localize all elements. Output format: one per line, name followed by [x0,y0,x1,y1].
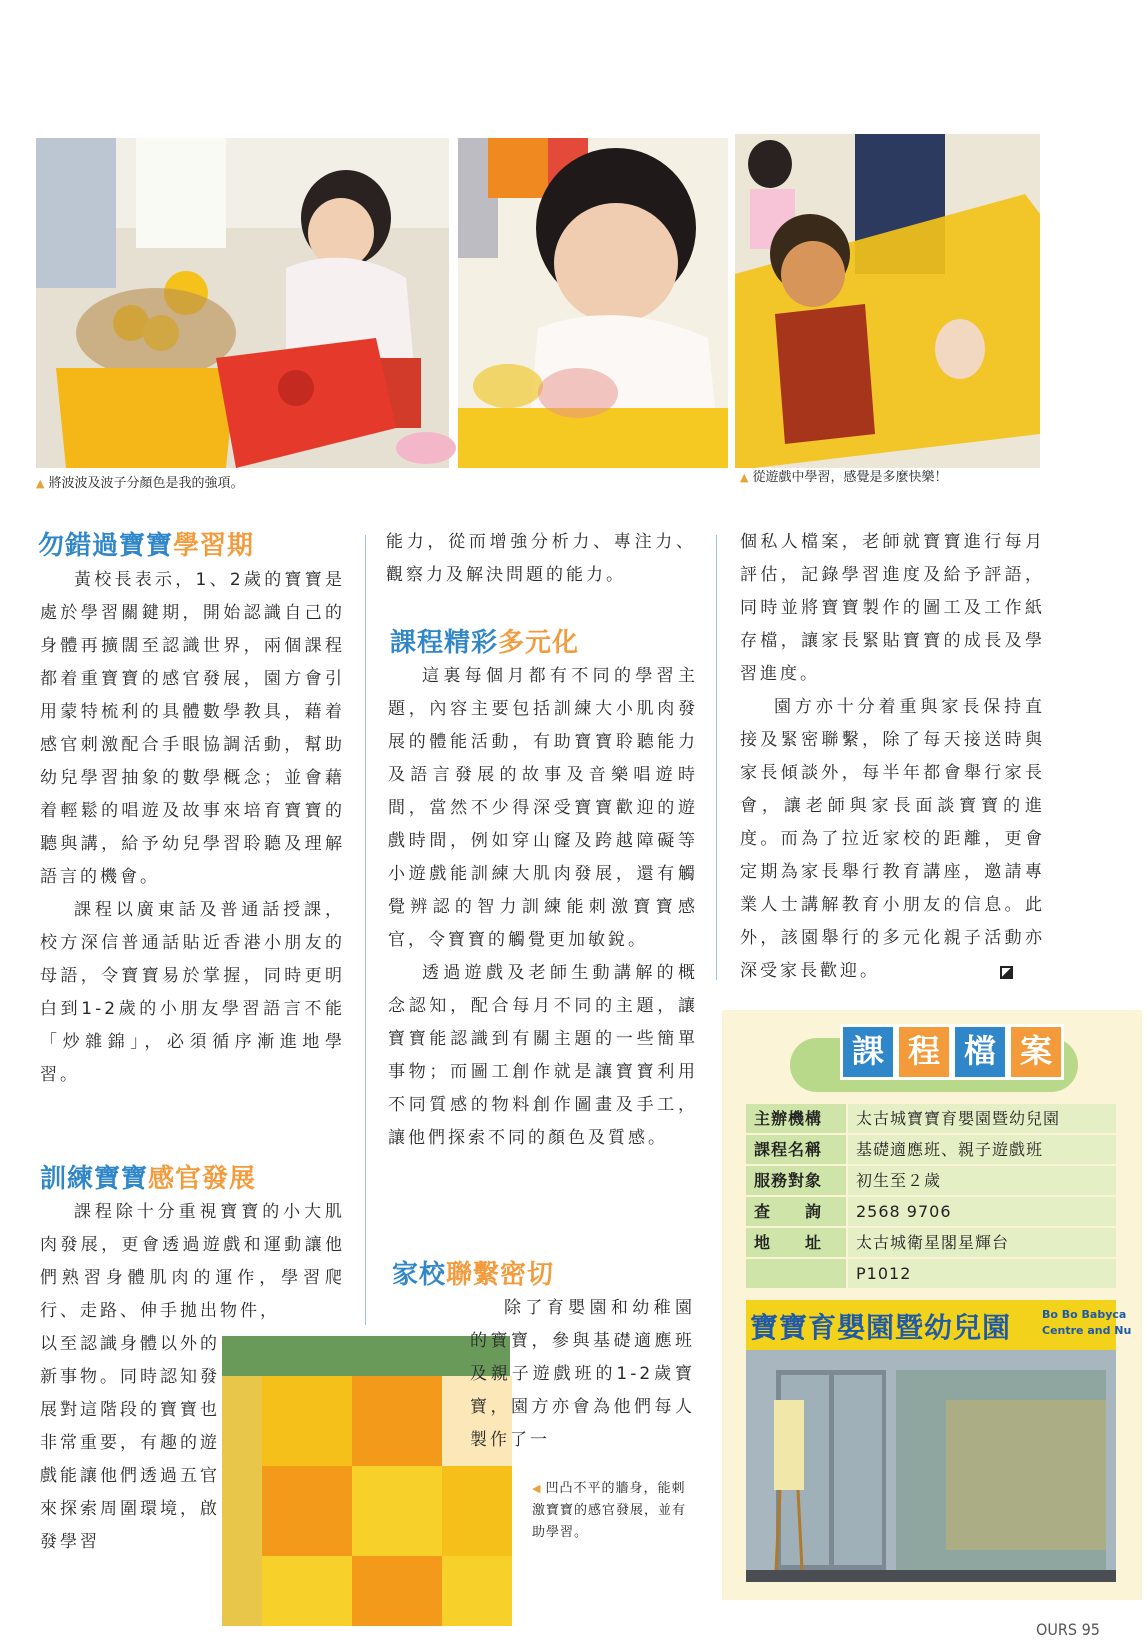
info-row-target: 服務對象 初生至２歲 [746,1166,1116,1195]
paragraph: 園方亦十分着重與家長保持直接及緊密聯繫，除了每天接送時與家長傾談外，每半年都會舉行家長會，讓老師與家長面談寶寶的進度。而為了拉近家校的距離，更會定期為家長舉行教育講座，邀請專業人士講解教育小朋友的信息。此外，該園舉行的多元化親子活動亦深受家長歡迎。 [740,697,1045,981]
paragraph: 課程以廣東話及普通話授課，校方深信普通話貼近香港小朋友的母語，令寶寶易於掌握，同時更明白到1-2歲的小朋友學習語言不能「炒雜錦」，必須循序漸進地學習。 [40,900,345,1085]
column-divider [365,535,366,1325]
paragraph: 能力，從而增強分析力、專注力、觀察力及解決問題的能力。 [386,532,696,585]
paragraph: 透過遊戲及老師生動講解的概念認知，配合每月不同的主題，讓寶寶能認識到有關主題的一些簡單事物；而圖工創作就是讓寶寶利用不同質感的物料創作圖畫及手工，讓他們探索不同的顏色及質感。 [388,963,698,1148]
column-2-text-bottom [470,1292,695,1457]
section-heading-diverse-course: 課程精彩多元化 [390,628,580,658]
section-heading-learning-period: 勿錯過寶寶學習期 [38,531,255,561]
paragraph: 課程除十分重視寶寶的小大肌肉發展，更會透過遊戲和運動讓他們熟習身體肌肉的運作，學習爬行、走路、伸手拋出物件， [40,1202,345,1321]
photo-storefront [746,1300,1132,1582]
course-info-title [790,1032,1078,1092]
column-3-text [740,526,1045,988]
column-2-text-top [386,526,696,592]
page-number: OURS 95 [1036,1620,1100,1639]
paragraph: 除了育嬰園和幼稚園的寶寶，參與基礎適應班及親子遊戲班的1-2歲寶寶，園方亦會為他們每人製作了一 [470,1298,695,1450]
column-1-text-mid [40,1196,345,1328]
triangle-icon: ▲ [740,471,749,484]
photo-baby-spoon [458,138,728,468]
title-char: 案 [1008,1024,1064,1080]
caption-photo1: ▲ 將波波及波子分顏色是我的強項。 [36,476,244,491]
triangle-left-icon: ◀ [532,1482,542,1495]
triangle-icon: ▲ [36,477,45,490]
photo-baby-sorting-balls [36,138,449,468]
paragraph: 這裏每個月都有不同的學習主題，內容主要包括訓練大小肌肉發展的體能活動，有助寶寶聆聽能力及語言發展的故事及音樂唱遊時間，當然不少得深受寶寶歡迎的遊戲時間，例如穿山窿及跨越障礙等小遊戲能訓練大肌肉發展，還有觸覺辨認的智力訓練能刺激寶寶感官，令寶寶的觸覺更加敏銳。 [388,666,698,950]
photo-child-cellophane [735,134,1040,468]
info-row-course-name: 課程名稱 基礎適應班、親子遊戲班 [746,1135,1116,1164]
title-char: 程 [896,1024,952,1080]
caption-circle-photo: ◀ 凹凸不平的牆身，能刺激寶寶的感官發展，並有助學習。 [532,1481,687,1540]
end-mark-icon [1000,966,1013,979]
title-char: 檔 [952,1024,1008,1080]
section-heading-sensory: 訓練寶寶感官發展 [40,1164,257,1194]
column-1-text-top [40,564,345,1092]
info-row-enquiry: 查 詢 2568 9706 [746,1197,1116,1226]
column-2-text-mid [388,660,698,1155]
caption-photo3: ▲ 從遊戲中學習，感覺是多麼快樂！ [740,470,948,485]
info-row-address: 地 址 太古城衛星閣星輝台 [746,1228,1116,1257]
info-row-organizer: 主辦機構 太古城寶寶育嬰園暨幼兒園 [746,1104,1116,1133]
info-row-address-2: P1012 [746,1259,1116,1288]
paragraph: 個私人檔案，老師就寶寶進行每月評估，記錄學習進度及給予評語，同時並將寶寶製作的圖工及工作紙存檔，讓家長緊貼寶寶的成長及學習進度。 [740,532,1045,684]
photo-textured-wall-circle [222,1336,510,1624]
paragraph: 黃校長表示，1、2歲的寶寶是處於學習關鍵期，開始認識自己的身體再擴闊至認識世界，兩個課程都着重寶寶的感官發展，園方會引用蒙特梳利的具體數學教具，藉着感官刺激配合手眼協調活動，幫助幼兒學習抽象的數學概念；並會藉着輕鬆的唱遊及故事來培育寶寶的聽與講，給予幼兒學習聆聽及理解語言的機會。 [40,570,345,887]
column-1-text-bottom [40,1328,220,1559]
storefront-sign: 寶寶育嬰園暨幼兒園 Bo Bo Babyca Centre and Nu [746,1300,1116,1350]
title-char: 課 [840,1024,896,1080]
column-divider [716,535,717,980]
section-heading-home-school: 家校聯繫密切 [392,1260,555,1290]
paragraph: 以至認識身體以外的新事物。同時認知發展對這階段的寶寶也非常重要，有趣的遊戲能讓他們透過五官來探索周圍環境，啟發學習 [40,1334,220,1552]
